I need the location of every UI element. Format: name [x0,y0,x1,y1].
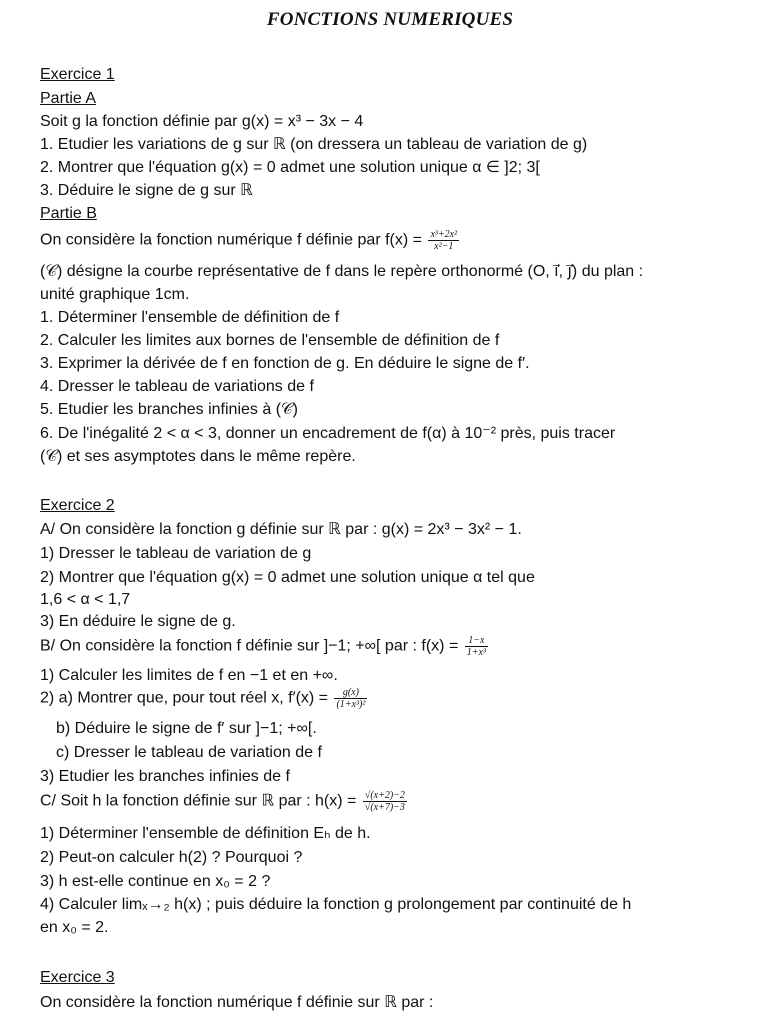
ex1-b-line-2: unité graphique 1cm. [40,286,190,303]
ex1-b-line-7: 5. Etudier les branches infinies à (𝒞) [40,401,299,418]
ex2-line-5: 3) En déduire le signe de g. [40,613,236,630]
fraction-numerator: g(x) [334,687,367,699]
ex2-line-6 [40,635,490,658]
ex2-line-14: 2) Peut-on calculer h(2) ? Pourquoi ? [40,849,303,866]
ex2-line-16: 4) Calculer limₓ→₂ h(x) ; puis déduire la fonction g prolongement par continuité de h [40,896,632,913]
ex2-line-4: 1,6 < α < 1,7 [40,591,131,608]
fraction-numerator: √(x+2)−2 [364,790,405,801]
fraction-denominator: x²−1 [434,241,454,252]
ex1-b-line-0 [40,229,461,252]
ex1-b-line-0-text: On considère la fonction numérique f définie par f(x) = [40,231,422,249]
ex1-a-line-0: Soit g la fonction définie par g(x) = x³ − 3x − 4 [40,113,364,130]
ex2-line-2: 1) Dresser le tableau de variation de g [40,545,312,562]
ex2-line-8-text: 2) a) Montrer que, pour tout réel x, f′(x) = [40,689,329,707]
ex1-b-line-5: 3. Exprimer la dérivée de f en fonction de g. En déduire le signe de f′. [40,355,530,372]
ex1-b-line-8: 6. De l'inégalité 2 < α < 3, donner un encadrement de f(α) à 10⁻² près, puis tracer [40,425,616,442]
ex3-line-1: On considère la fonction numérique f définie sur ℝ par : [40,994,434,1011]
ex1-b-line-3: 1. Déterminer l'ensemble de définition de f [40,309,340,326]
part-b-heading: Partie B [40,205,97,222]
exercise-3-heading: Exercice 3 [40,969,115,986]
part-a-heading: Partie A [40,90,97,107]
ex1-a-line-3: 3. Déduire le signe de g sur ℝ [40,182,253,199]
fraction-numerator: x³+2x² [430,229,458,240]
ex2-line-8 [40,687,369,710]
ex2-line-10: c) Dresser le tableau de variation de f [56,744,322,761]
ex2-line-12 [40,790,409,813]
ex2-line-15: 3) h est-elle continue en x₀ = 2 ? [40,873,271,890]
ex2-line-17: en x₀ = 2. [40,919,109,936]
ex2-line-7: 1) Calculer les limites de f en −1 et en +∞. [40,667,338,684]
ex2-line-9: b) Déduire le signe de f′ sur ]−1; +∞[. [56,720,317,737]
ex2-line-11: 3) Etudier les branches infinies de f [40,768,290,785]
fraction-denominator: √(x+7)−3 [364,802,405,813]
fraction-numerator: 1−x [465,635,488,647]
fraction-denominator: 1+x³ [466,647,486,658]
ex1-a-line-1: 1. Etudier les variations de g sur ℝ (on dressera un tableau de variation de g) [40,136,588,153]
ex2-line-13: 1) Déterminer l'ensemble de définition Eₕ de h. [40,825,371,842]
ex1-b-line-1: (𝒞) désigne la courbe représentative de f dans le repère orthonormé (O, i⃗, j⃗) du plan : [40,263,644,280]
fraction [428,229,459,252]
exercise-2-heading: Exercice 2 [40,497,115,514]
fraction [334,687,367,710]
ex1-a-line-2: 2. Montrer que l'équation g(x) = 0 admet une solution unique α ∈ ]2; 3[ [40,159,540,176]
ex1-b-line-6: 4. Dresser le tableau de variations de f [40,378,314,395]
ex2-line-3: 2) Montrer que l'équation g(x) = 0 admet une solution unique α tel que [40,569,535,586]
ex2-line-1: A/ On considère la fonction g définie sur ℝ par : g(x) = 2x³ − 3x² − 1. [40,521,522,538]
exercise-1-heading: Exercice 1 [40,66,115,83]
page-title: FONCTIONS NUMERIQUES [266,9,514,30]
ex2-line-6-text: B/ On considère la fonction f définie sur ]−1; +∞[ par : f(x) = [40,637,459,655]
fraction [363,790,407,813]
fraction-denominator: (1+x³)² [336,699,366,710]
ex2-line-12-text: C/ Soit h la fonction définie sur ℝ par : h(x) = [40,792,357,810]
ex1-b-line-4: 2. Calculer les limites aux bornes de l'ensemble de définition de f [40,332,500,349]
ex1-b-line-9: (𝒞) et ses asymptotes dans le même repère. [40,448,356,465]
fraction [465,635,488,658]
